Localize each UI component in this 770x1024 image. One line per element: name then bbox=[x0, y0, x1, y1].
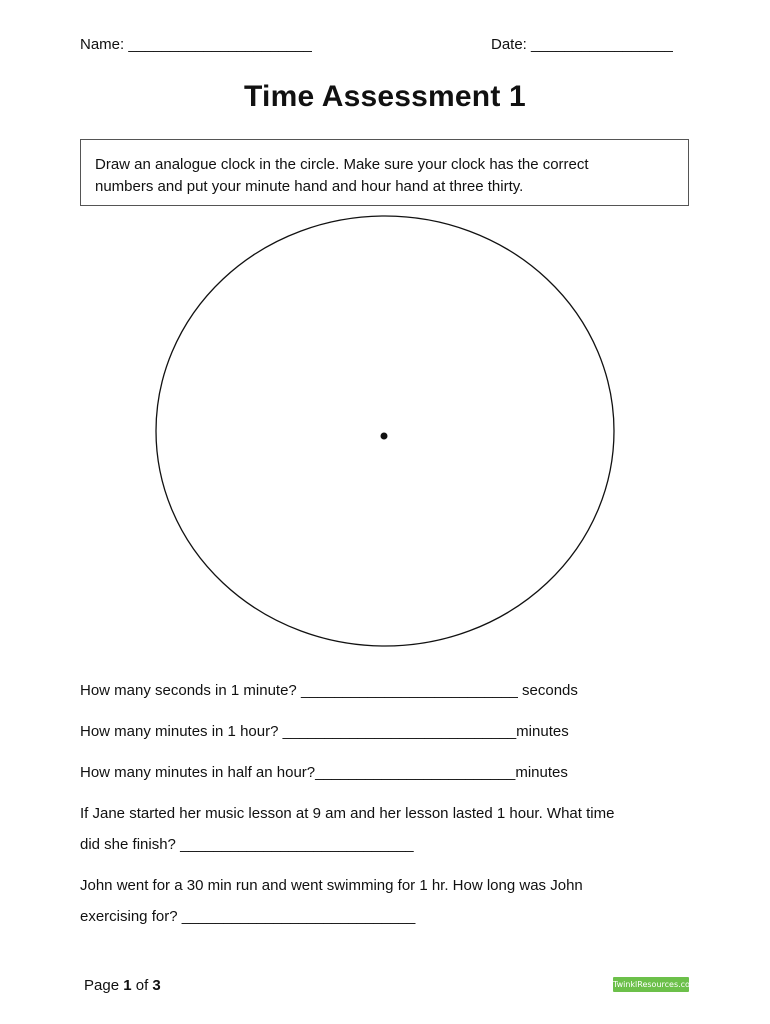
page-of: of bbox=[135, 977, 149, 994]
page-number bbox=[84, 977, 161, 994]
name-field-line: Name: ______________________ bbox=[80, 36, 312, 53]
page-label: Page bbox=[84, 977, 120, 994]
twinkl-logo bbox=[613, 977, 698, 992]
instruction-line-1: Draw an analogue clock in the circle. Make sure your clock has the correct bbox=[95, 156, 589, 173]
question-jane-line-1: If Jane started her music lesson at 9 am and her lesson lasted 1 hour. What time bbox=[80, 805, 615, 822]
instruction-box bbox=[80, 139, 689, 206]
instruction-line-2: numbers and put your minute hand and hour hand at three thirty. bbox=[95, 178, 524, 195]
question-john-line-2: exercising for? ____________________________ bbox=[80, 908, 416, 925]
date-field-line: Date: _________________ bbox=[491, 36, 673, 53]
clock-center-dot bbox=[381, 433, 388, 440]
question-minutes-in-hour: How many minutes in 1 hour? ____________________________minutes bbox=[80, 723, 569, 740]
question-minutes-in-half-hour: How many minutes in half an hour?________________________minutes bbox=[80, 764, 568, 781]
page-total: 3 bbox=[152, 977, 161, 994]
page-title: Time Assessment 1 bbox=[244, 80, 526, 113]
question-seconds-in-minute: How many seconds in 1 minute? __________________________ seconds bbox=[80, 682, 578, 699]
clock-drawing-circle[interactable] bbox=[152, 213, 618, 649]
question-john-line-1: John went for a 30 min run and went swimming for 1 hr. How long was John bbox=[80, 877, 583, 894]
question-jane-line-2: did she finish? ____________________________ bbox=[80, 836, 414, 853]
logo-text: TwinklResources.com bbox=[613, 980, 698, 989]
page-current: 1 bbox=[123, 977, 132, 994]
clock-outline bbox=[156, 216, 614, 646]
